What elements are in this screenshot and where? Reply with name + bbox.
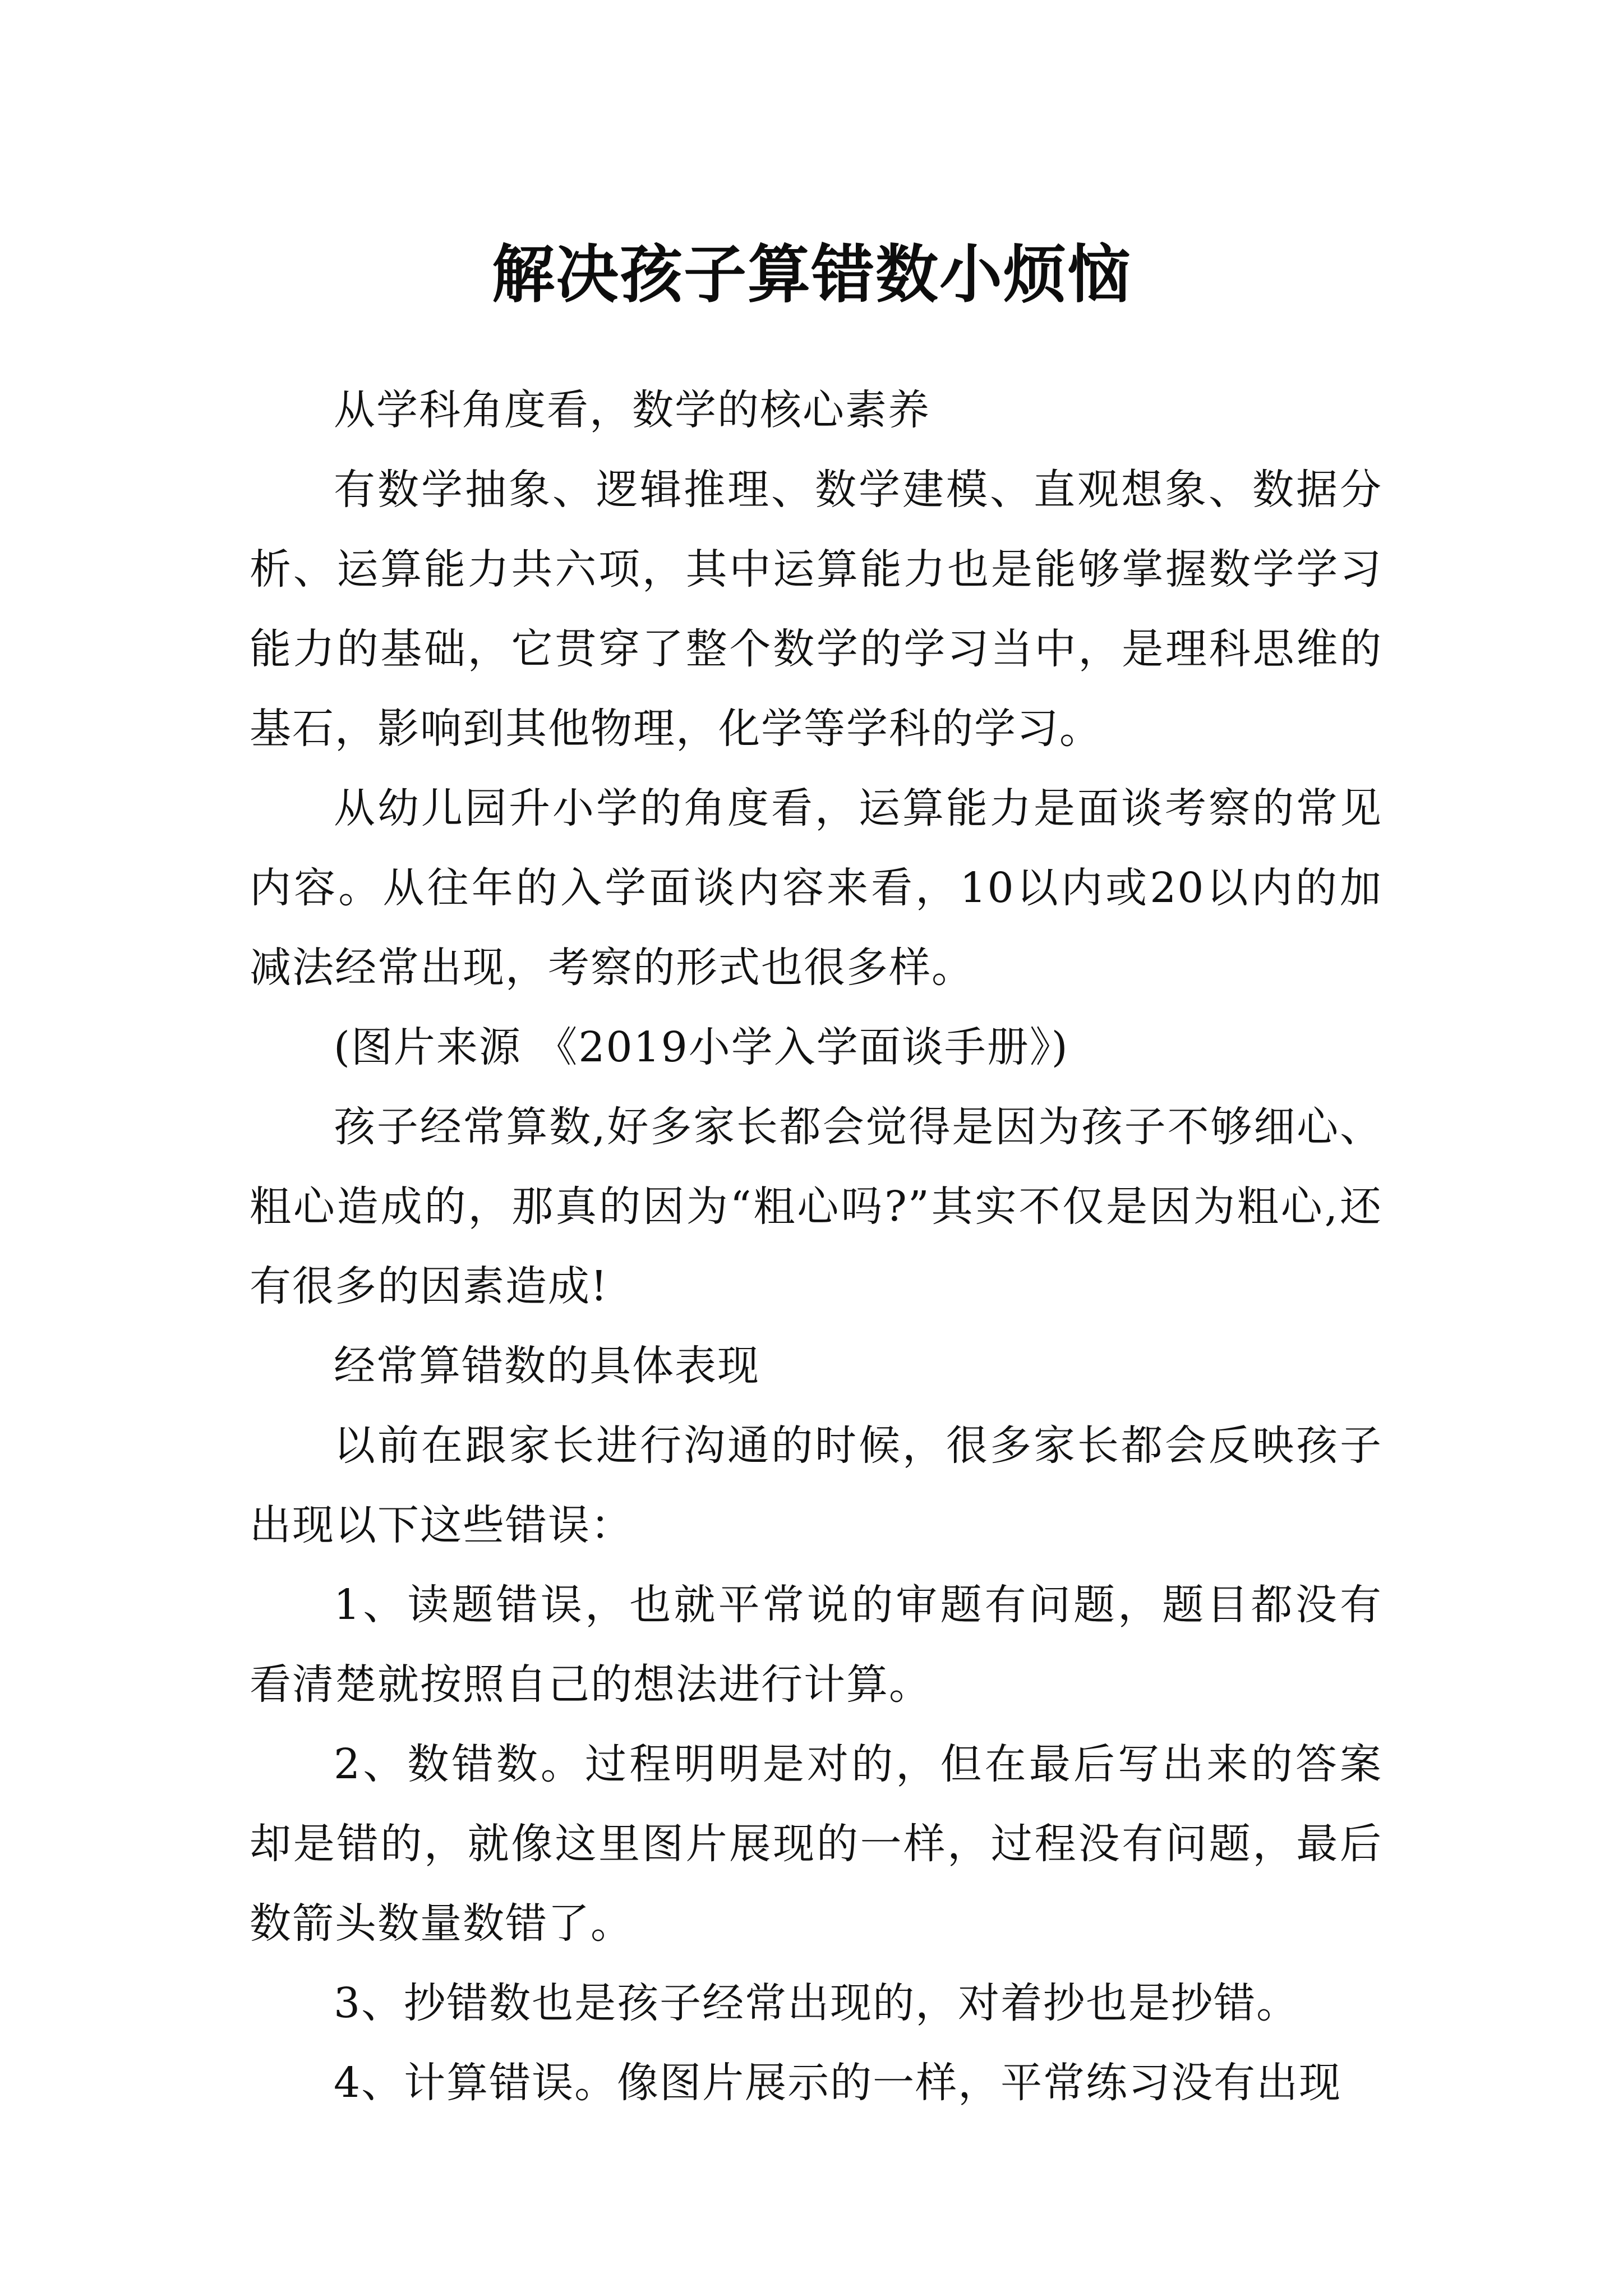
document-title: 解决孩子算错数小烦恼	[492, 238, 1131, 312]
list-item-counting-error: 2、数错数。过程明明是对的，但在最后写出来的答案却是错的，就像这里图片展现的一样，过程没有问题，最后数箭头数量数错了。	[250, 1740, 1382, 1948]
list-item-copying-error: 3、抄错数也是孩子经常出现的，对着抄也是抄错。	[334, 1979, 1299, 2027]
paragraph-image-source: (图片来源 《2019小学入学面谈手册》)	[334, 1023, 1069, 1071]
paragraph-core-literacy-intro: 从学科角度看，数学的核心素养	[334, 386, 930, 434]
paragraph-careless-causes: 孩子经常算数,好多家长都会觉得是因为孩子不够细心、粗心造成的，那真的因为“粗心吗?”其实不仅是因为粗心,还有很多的因素造成!	[250, 1103, 1382, 1310]
list-item-reading-error: 1、读题错误，也就平常说的审题有问题，题目都没有看清楚就按照自己的想法进行计算。	[250, 1581, 1382, 1709]
paragraph-school-interview: 从幼儿园升小学的角度看，运算能力是面谈考察的常见内容。从往年的入学面谈内容来看，10以内或20以内的加减法经常出现，考察的形式也很多样。	[250, 784, 1382, 992]
document-body	[250, 370, 1382, 2123]
list-item-calculation-error: 4、计算错误。像图片展示的一样，平常练习没有出现	[334, 2059, 1342, 2107]
paragraph-section-heading: 经常算错数的具体表现	[334, 1342, 760, 1390]
paragraph-parent-feedback: 以前在跟家长进行沟通的时候，很多家长都会反映孩子出现以下这些错误：	[250, 1421, 1382, 1549]
paragraph-math-abilities: 有数学抽象、逻辑推理、数学建模、直观想象、数据分析、运算能力共六项，其中运算能力也是能够掌握数学学习能力的基础，它贯穿了整个数学的学习当中，是理科思维的基石，影响到其他物理，化学等学科的学习。	[250, 466, 1382, 753]
